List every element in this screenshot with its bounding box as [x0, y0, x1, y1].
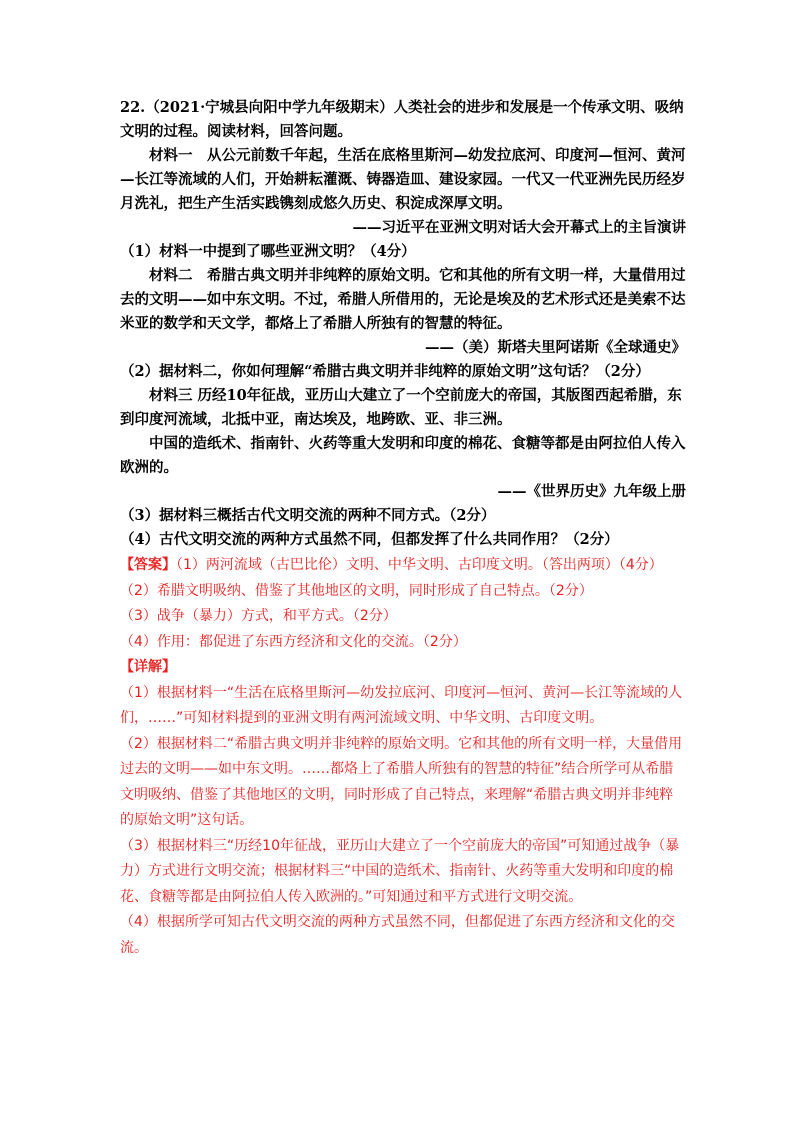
material-three-part1: 材料三 历经10年征战，亚历山大建立了一个空前庞大的帝国，其版图西起希腊，东到印度河流域，北抵中亚，南达埃及，地跨欧、亚、非三洲。	[120, 387, 682, 428]
question-1: （1）材料一中提到了哪些亚洲文明？（4分）	[120, 243, 416, 260]
material-three-citation: ——《世界历史》九年级上册	[497, 483, 686, 500]
material-three-part2: 中国的造纸术、指南针、火药等重大发明和印度的棉花、食糖等都是由阿拉伯人传入欧洲的。	[120, 435, 686, 476]
material-two-citation: ——（美）斯塔夫里阿诺斯《全球通史》	[425, 339, 686, 356]
question-content	[120, 96, 686, 961]
detail-section	[120, 655, 686, 961]
material-two: 材料二 希腊古典文明并非纯粹的原始文明。它和其他的所有文明一样，大量借用过去的文明——如中东文明。不过，希腊人所借用的，无论是埃及的艺术形式还是美索不达米亚的数学和天文学，都烙上了希腊人所独有的智慧的特征。	[120, 267, 686, 332]
question-2: （2）据材料二，你如何理解“希腊古典文明并非纯粹的原始文明”这句话？（2分）	[120, 363, 650, 380]
detail-tag: 【详解】	[120, 659, 176, 675]
answer-section	[120, 553, 686, 655]
material-one: 材料一 从公元前数千年起，生活在底格里斯河—幼发拉底河、印度河—恒河、黄河—长江等流域的人们，开始耕耘灌溉、铸器造皿、建设家园。一代又一代亚洲先民历经岁月洗礼，把生产生活实践镌刻成悠久历史、积淀成深厚文明。	[120, 147, 686, 212]
answer-3: （3）战争（暴力）方式，和平方式。（2分）	[120, 608, 397, 624]
material-one-citation: ——习近平在亚洲文明对话大会开幕式上的主旨演讲	[352, 219, 686, 236]
detail-3: （3）根据材料三“历经10年征战，亚历山大建立了一个空前庞大的帝国”可知通过战争（暴力）方式进行文明交流；根据材料三“中国的造纸术、指南针、火药等重大发明和印度的棉花、食糖等都是由阿拉伯人传入欧洲的。”可知通过和平方式进行文明交流。	[120, 837, 680, 905]
answer-2: （2）希腊文明吸纳、借鉴了其他地区的文明，同时形成了自己特点。（2分）	[120, 582, 593, 599]
question-header	[120, 96, 686, 144]
detail-4: （4）根据所学可知古代文明交流的两种方式虽然不同，但都促进了东西方经济和文化的交流。	[120, 914, 675, 956]
question-3: （3）据材料三概括古代文明交流的两种不同方式。（2分）	[120, 507, 496, 524]
answer-1: 【答案】（1）两河流域（古巴比伦）文明、中华文明、古印度文明。（答出两项）（4分）	[120, 557, 663, 573]
detail-1: （1）根据材料一“生活在底格里斯河—幼发拉底河、印度河—恒河、黄河—长江等流域的人们，……”可知材料提到的亚洲文明有两河流域文明、中华文明、古印度文明。	[120, 684, 683, 726]
answer-4: （4）作用：都促进了东西方经济和文化的交流。（2分）	[120, 633, 467, 650]
question-stem: 人类社会的进步和发展是一个传承文明、吸纳文明的过程。阅读材料，回答问题。	[120, 99, 684, 140]
question-4: （4）古代文明交流的两种方式虽然不同，但都发挥了什么共同作用？（2分）	[120, 531, 619, 548]
detail-2: （2）根据材料二“希腊古典文明并非纯粹的原始文明。它和其他的所有文明一样，大量借用过去的文明——如中东文明。……都烙上了希腊人所独有的智慧的特征”结合所学可从希腊文明吸纳、借鉴了其他地区的文明，同时形成了自己特点，来理解“希腊古典文明并非纯粹的原始文明”这句话。	[120, 735, 683, 828]
answer-tag: 【答案】	[120, 557, 176, 573]
question-number: 22.	[120, 99, 146, 116]
question-source: （2021·宁城县向阳中学九年级期末）	[145, 99, 394, 116]
